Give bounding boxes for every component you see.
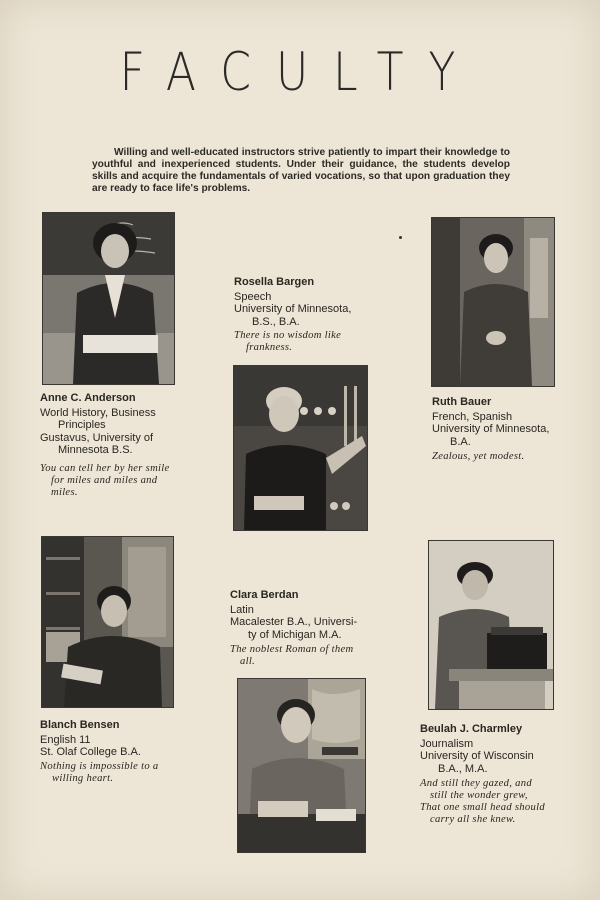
bio-beulah-charmley: Beulah J. Charmley Journalism University of Wisconsin B.A., M.A. And still they gazed, and still the wonder grew, That one small head should carry all she knew. <box>420 723 580 826</box>
faculty-name: Beulah J. Charmley <box>420 723 523 735</box>
photo-ruth-bauer <box>431 217 555 387</box>
photo-anne-anderson <box>42 212 175 385</box>
photo-rosella-bargen <box>233 365 368 531</box>
faculty-name: Rosella Bargen <box>234 276 315 288</box>
page-title: FACULTY <box>119 42 481 104</box>
photo-clara-berdan <box>237 678 366 853</box>
bio-blanch-bensen: Blanch Bensen English 11 St. Olaf College B.A. Nothing is impossible to a willing heart. <box>40 719 190 785</box>
bio-clara-berdan: Clara Berdan Latin Macalester B.A., Universi- ty of Michigan M.A. The noblest Roman of them all. <box>230 589 380 668</box>
bio-anne-anderson: Anne C. Anderson World History, Business Principles Gustavus, University of Minnesota B.S. You can tell her by her smile for miles and miles and miles. <box>40 392 190 499</box>
bio-ruth-bauer: Ruth Bauer French, Spanish University of Minnesota, B.A. Zealous, yet modest. <box>432 396 582 463</box>
faculty-name: Anne C. Anderson <box>40 392 136 404</box>
photo-beulah-charmley <box>428 540 554 710</box>
photo-blanch-bensen <box>41 536 174 708</box>
ink-speck <box>399 236 402 239</box>
intro-paragraph: Willing and well-educated instructors strive patiently to impart their knowledge to youthful and inexperienced students. Under their guidance, the students develop skills and acquire the fundamentals of varied vocations, so that upon graduation they are ready to face life's problems. <box>92 147 510 194</box>
bio-rosella-bargen: Rosella Bargen Speech University of Minnesota, B.S., B.A. There is no wisdom like frankness. <box>234 276 384 354</box>
faculty-name: Clara Berdan <box>230 589 299 601</box>
faculty-name: Ruth Bauer <box>432 396 492 408</box>
faculty-name: Blanch Bensen <box>40 719 120 731</box>
